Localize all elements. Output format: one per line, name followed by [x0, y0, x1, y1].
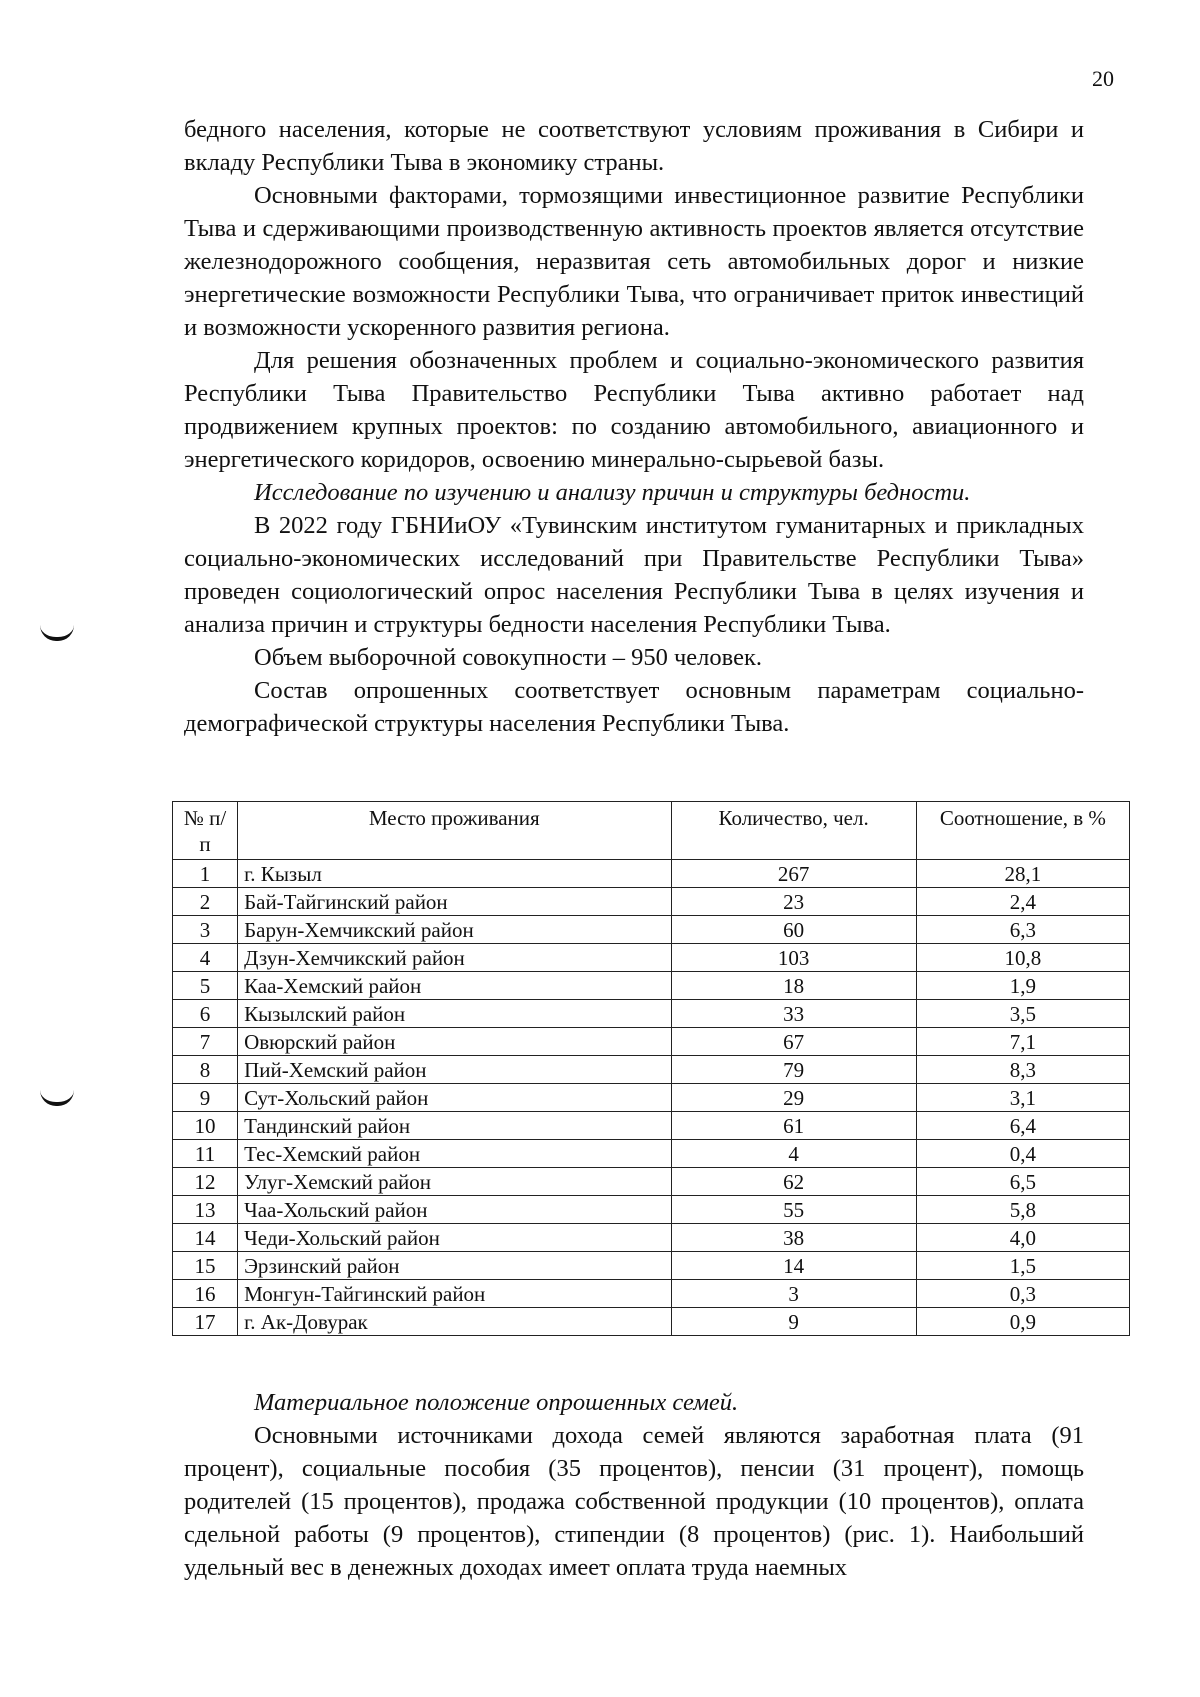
cell-count: 3	[671, 1280, 916, 1308]
cell-num: 13	[173, 1196, 238, 1224]
cell-ratio: 3,1	[916, 1084, 1129, 1112]
table-row	[173, 1000, 1130, 1028]
cell-ratio: 10,8	[916, 944, 1129, 972]
cell-count: 14	[671, 1252, 916, 1280]
paragraph-income-sources: Основными источниками дохода семей являются заработная плата (91 процент), социальные пособия (35 процентов), пенсии (31 процент), помощь родителей (15 процентов), продажа собственной продукции (10 процентов), оплата сдельной работы (9 процентов), стипендии (8 процентов) (рис. 1). Наибольший удельный вес в денежных доходах имеет оплата труда наемных	[184, 1422, 1084, 1581]
page-number: 20	[1092, 66, 1114, 91]
cell-num: 6	[173, 1000, 238, 1028]
cell-num: 14	[173, 1224, 238, 1252]
cell-place: Дзун-Хемчикский район	[238, 944, 671, 972]
table-row	[173, 944, 1130, 972]
cell-ratio: 3,5	[916, 1000, 1129, 1028]
header-num: № п/п	[173, 802, 238, 860]
cell-place: Улуг-Хемский район	[238, 1168, 671, 1196]
table-row	[173, 1112, 1130, 1140]
header-ratio: Соотношение, в %	[916, 802, 1129, 860]
residence-table	[172, 801, 1130, 1336]
table-row	[173, 1308, 1130, 1336]
scan-artifact-mark	[40, 625, 74, 641]
table-row	[173, 1140, 1130, 1168]
body-text-top	[184, 113, 1084, 740]
table-row	[173, 1280, 1130, 1308]
cell-num: 3	[173, 916, 238, 944]
cell-ratio: 0,4	[916, 1140, 1129, 1168]
cell-num: 17	[173, 1308, 238, 1336]
cell-place: Тес-Хемский район	[238, 1140, 671, 1168]
cell-ratio: 0,9	[916, 1308, 1129, 1336]
cell-count: 67	[671, 1028, 916, 1056]
cell-num: 4	[173, 944, 238, 972]
cell-place: Эрзинский район	[238, 1252, 671, 1280]
cell-ratio: 6,4	[916, 1112, 1129, 1140]
cell-place: Бай-Тайгинский район	[238, 888, 671, 916]
table-row	[173, 1168, 1130, 1196]
cell-ratio: 6,3	[916, 916, 1129, 944]
cell-num: 2	[173, 888, 238, 916]
cell-num: 8	[173, 1056, 238, 1084]
scan-artifact-mark	[40, 1090, 74, 1106]
cell-count: 29	[671, 1084, 916, 1112]
cell-place: Пий-Хемский район	[238, 1056, 671, 1084]
table-row	[173, 1196, 1130, 1224]
table-row	[173, 916, 1130, 944]
cell-num: 10	[173, 1112, 238, 1140]
cell-num: 9	[173, 1084, 238, 1112]
table-row	[173, 972, 1130, 1000]
cell-place: Барун-Хемчикский район	[238, 916, 671, 944]
cell-count: 60	[671, 916, 916, 944]
table-row	[173, 1224, 1130, 1252]
cell-count: 62	[671, 1168, 916, 1196]
cell-num: 11	[173, 1140, 238, 1168]
cell-num: 16	[173, 1280, 238, 1308]
cell-place: Овюрский район	[238, 1028, 671, 1056]
cell-count: 61	[671, 1112, 916, 1140]
cell-num: 12	[173, 1168, 238, 1196]
cell-place: Чеди-Хольский район	[238, 1224, 671, 1252]
cell-place: г. Кызыл	[238, 860, 671, 888]
paragraph-survey-description: В 2022 году ГБНИиОУ «Тувинским институтом гуманитарных и прикладных социально-экономических исследований при Правительстве Республики Тыва» проведен социологический опрос населения Республики Тыва в целях изучения и анализа причин и структуры бедности населения Республики Тыва.	[184, 512, 1084, 638]
cell-ratio: 0,3	[916, 1280, 1129, 1308]
cell-place: Сут-Хольский район	[238, 1084, 671, 1112]
table-row	[173, 860, 1130, 888]
table-header-row	[173, 802, 1130, 860]
cell-count: 267	[671, 860, 916, 888]
cell-ratio: 2,4	[916, 888, 1129, 916]
cell-ratio: 8,3	[916, 1056, 1129, 1084]
cell-place: Тандинский район	[238, 1112, 671, 1140]
table-row	[173, 888, 1130, 916]
cell-place: Каа-Хемский район	[238, 972, 671, 1000]
cell-ratio: 5,8	[916, 1196, 1129, 1224]
cell-place: Монгун-Тайгинский район	[238, 1280, 671, 1308]
cell-place: г. Ак-Довурак	[238, 1308, 671, 1336]
cell-count: 38	[671, 1224, 916, 1252]
cell-ratio: 1,9	[916, 972, 1129, 1000]
cell-count: 23	[671, 888, 916, 916]
cell-ratio: 4,0	[916, 1224, 1129, 1252]
cell-place: Кызылский район	[238, 1000, 671, 1028]
cell-count: 79	[671, 1056, 916, 1084]
table-row	[173, 1028, 1130, 1056]
cell-ratio: 6,5	[916, 1168, 1129, 1196]
section-heading-material-status: Материальное положение опрошенных семей.	[254, 1389, 739, 1416]
cell-ratio: 1,5	[916, 1252, 1129, 1280]
cell-num: 1	[173, 860, 238, 888]
paragraph-sample-size: Объем выборочной совокупности – 950 человек.	[254, 644, 762, 671]
paragraph-sample-composition: Состав опрошенных соответствует основным параметрам социально-демографической структуры населения Республики Тыва.	[184, 677, 1084, 737]
cell-num: 7	[173, 1028, 238, 1056]
cell-ratio: 28,1	[916, 860, 1129, 888]
header-place: Место проживания	[238, 802, 671, 860]
cell-count: 18	[671, 972, 916, 1000]
body-text-bottom	[184, 1386, 1084, 1584]
cell-count: 4	[671, 1140, 916, 1168]
cell-count: 9	[671, 1308, 916, 1336]
paragraph-continuation: бедного населения, которые не соответствуют условиям проживания в Сибири и вкладу Республики Тыва в экономику страны.	[184, 116, 1084, 176]
cell-num: 15	[173, 1252, 238, 1280]
paragraph-government-projects: Для решения обозначенных проблем и социально-экономического развития Республики Тыва Правительство Республики Тыва активно работает над продвижением крупных проектов: по созданию автомобильного, авиационного и энергетического коридоров, освоению минерально-сырьевой базы.	[184, 347, 1084, 473]
table-row	[173, 1252, 1130, 1280]
table-row	[173, 1084, 1130, 1112]
cell-count: 55	[671, 1196, 916, 1224]
table-row	[173, 1056, 1130, 1084]
cell-count: 33	[671, 1000, 916, 1028]
section-heading-poverty-research: Исследование по изучению и анализу причин и структуры бедности.	[254, 479, 971, 506]
cell-ratio: 7,1	[916, 1028, 1129, 1056]
cell-num: 5	[173, 972, 238, 1000]
cell-place: Чаа-Хольский район	[238, 1196, 671, 1224]
cell-count: 103	[671, 944, 916, 972]
paragraph-investment-factors: Основными факторами, тормозящими инвестиционное развитие Республики Тыва и сдерживающими производственную активность проектов является отсутствие железнодорожного сообщения, неразвитая сеть автомобильных дорог и низкие энергетические возможности Республики Тыва, что ограничивает приток инвестиций и возможности ускоренного развития региона.	[184, 182, 1084, 341]
header-count: Количество, чел.	[671, 802, 916, 860]
